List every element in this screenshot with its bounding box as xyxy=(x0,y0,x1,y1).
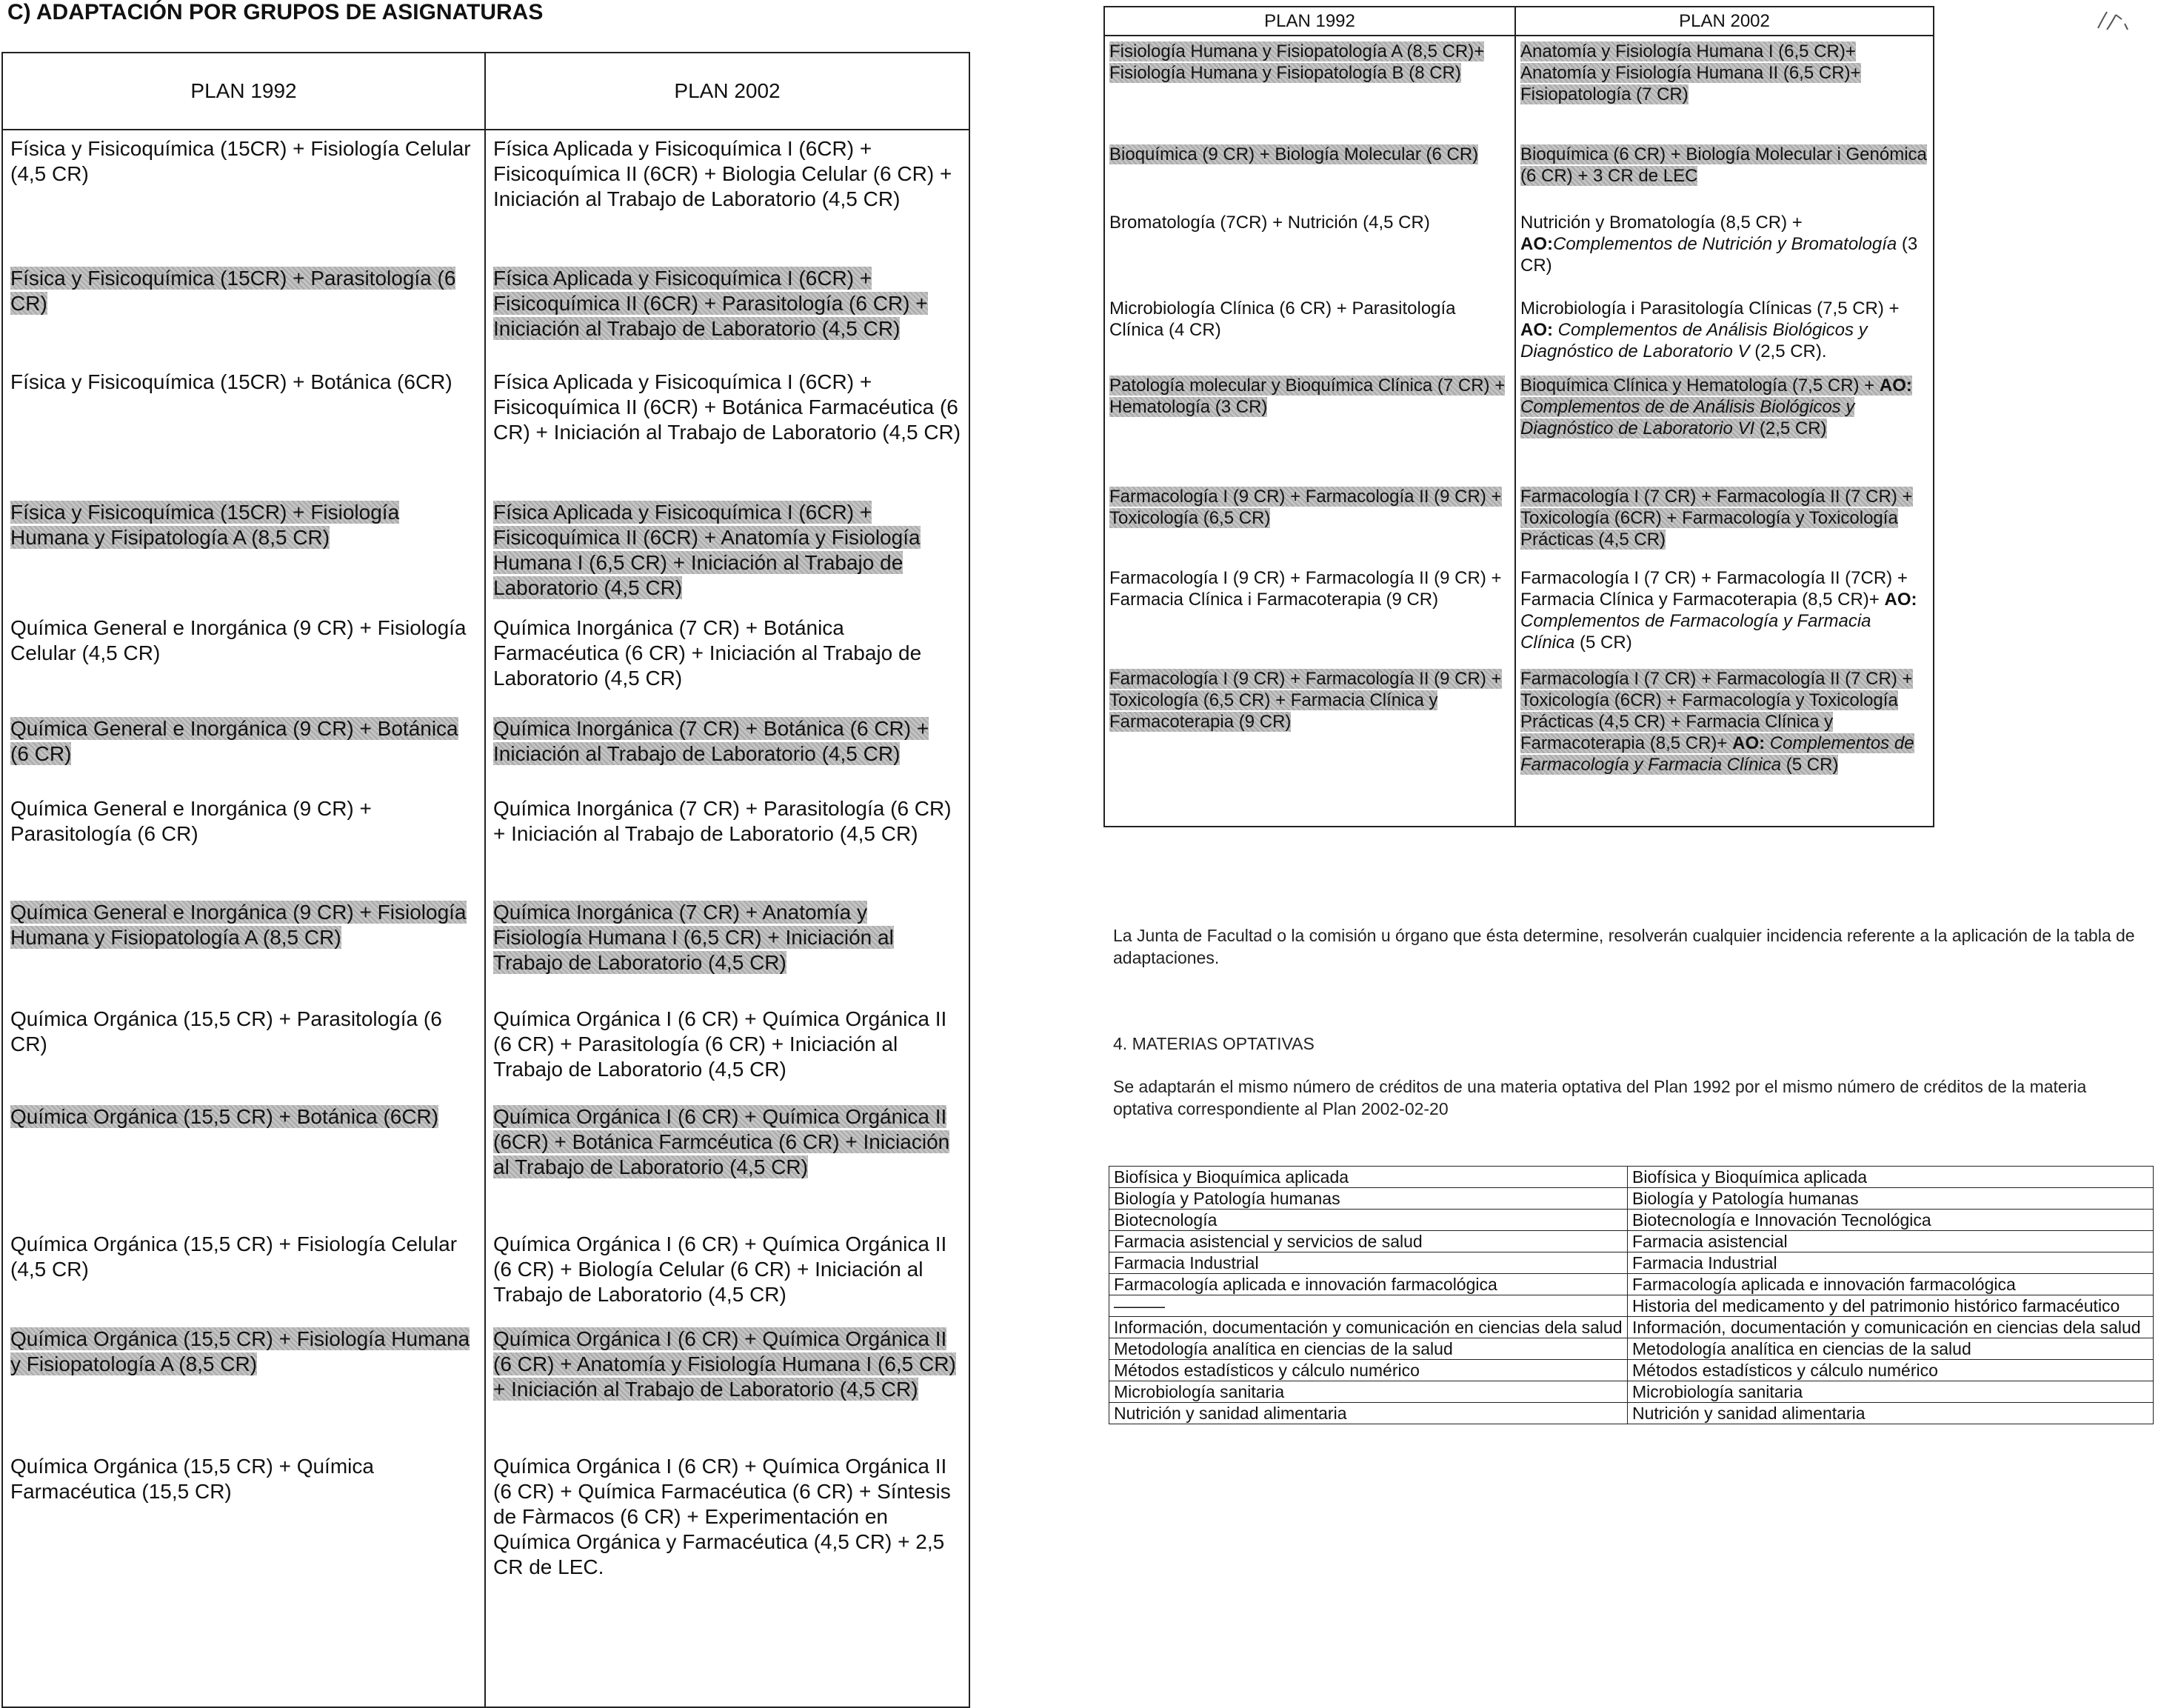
plan1992-cell xyxy=(2,494,485,610)
plan1992-cell xyxy=(2,790,485,894)
plan1992-cell-text: Física y Fisicoquímica (15CR) + Fisiología Celular (4,5 CR) xyxy=(10,137,471,185)
table-row xyxy=(1109,1381,2154,1403)
plan2002-cell xyxy=(485,894,969,1001)
plan2002-cell xyxy=(485,1001,969,1098)
plan1992-cell xyxy=(1109,1360,1628,1381)
plan1992-cell-text: Bromatología (7CR) + Nutrición (4,5 CR) xyxy=(1109,213,1430,233)
table-row xyxy=(2,364,969,494)
table-row xyxy=(1109,1338,2154,1360)
plan1992-cell xyxy=(2,610,485,710)
plan1992-cell xyxy=(2,1448,485,1707)
plan2002-cell-text: Bioquímica (6 CR) + Biología Molecular i Genómica (6 CR) + 3 CR de LEC xyxy=(1520,144,1927,186)
plan1992-cell xyxy=(1109,1317,1628,1338)
plan1992-cell-text: Farmacología I (9 CR) + Farmacología II (9 CR) + Toxicología (6,5 CR) + Farmacia Clínica y Farmacoterapia (9 CR) xyxy=(1109,669,1502,732)
plan2002-cell-text: Farmacología aplicada e innovación farmacológica xyxy=(1632,1275,2016,1294)
plan2002-cell-text xyxy=(1520,298,1900,361)
table-row xyxy=(1104,36,1934,139)
table-row xyxy=(1104,293,1934,370)
plan2002-cell xyxy=(485,494,969,610)
plan1992-cell-text: Metodología analítica en ciencias de la salud xyxy=(1114,1339,1453,1358)
plan1992-cell-text: Química General e Inorgánica (9 CR) + Parasitología (6 CR) xyxy=(10,797,372,845)
table-row xyxy=(2,894,969,1001)
plan1992-cell xyxy=(2,894,485,1001)
plan2002-cell-text: Biofísica y Bioquímica aplicada xyxy=(1632,1167,1868,1187)
plan2002-cell xyxy=(1628,1381,2154,1403)
table-row xyxy=(2,610,969,710)
plan1992-cell-text: Información, documentación y comunicación en ciencias dela salud xyxy=(1114,1318,1623,1337)
plan2002-ao-text: AO: xyxy=(1520,320,1553,340)
plan1992-cell-text: ——— xyxy=(1114,1296,1165,1315)
plan2002-cell-text: Farmacia asistencial xyxy=(1632,1232,1788,1251)
plan2002-end-text: (5 CR) xyxy=(1781,755,1839,775)
plan1992-cell-text: Química Orgánica (15,5 CR) + Química Farmacéutica (15,5 CR) xyxy=(10,1455,374,1503)
plan1992-cell-text: Química Orgánica (15,5 CR) + Fisiología Humana y Fisiopatología A (8,5 CR) xyxy=(10,1327,470,1375)
plan1992-cell-text: Biología y Patología humanas xyxy=(1114,1189,1340,1208)
table-row xyxy=(2,1226,969,1321)
plan2002-cell xyxy=(1515,664,1934,827)
plan2002-end-text: (2,5 CR). xyxy=(1749,341,1827,361)
table-row xyxy=(1104,207,1934,293)
plan1992-cell xyxy=(2,130,485,260)
plan1992-cell xyxy=(1109,1338,1628,1360)
plan2002-cell xyxy=(1628,1252,2154,1274)
table-row xyxy=(1109,1167,2154,1188)
plan2002-cell-text: Metodología analítica en ciencias de la salud xyxy=(1632,1339,1971,1358)
plan2002-cell-text: Farmacología I (7 CR) + Farmacología II (7 CR) + Toxicología (6CR) + Farmacología y Toxicología Prácticas (4,5 CR) xyxy=(1520,487,1913,550)
plan2002-cell xyxy=(485,790,969,894)
plan2002-ao-text: AO: xyxy=(1732,733,1766,753)
plan1992-cell xyxy=(1104,370,1515,481)
table-row xyxy=(1104,563,1934,664)
plan1992-cell-text: Biotecnología xyxy=(1114,1210,1218,1230)
plan1992-cell xyxy=(1109,1295,1628,1317)
section4-paragraph: Se adaptarán el mismo número de créditos de una materia optativa del Plan 1992 por el mismo número de créditos de la materia optativa correspondiente al Plan 2002-02-20 xyxy=(1113,1077,2087,1118)
plan1992-cell xyxy=(1104,563,1515,664)
plan2002-cell xyxy=(1628,1167,2154,1188)
plan1992-cell xyxy=(1104,36,1515,139)
plan1992-cell-text: Microbiología Clínica (6 CR) + Parasitología Clínica (4 CR) xyxy=(1109,298,1456,340)
plan1992-cell-text: Farmacia Industrial xyxy=(1114,1253,1259,1272)
plan2002-cell-text: Física Aplicada y Fisicoquímica I (6CR) + Fisicoquímica II (6CR) + Biologia Celular (6 CR) + Iniciación al Trabajo de Laboratorio (4,5 CR) xyxy=(493,137,952,210)
table-row xyxy=(1109,1403,2154,1424)
plan1992-cell-text: Física y Fisicoquímica (15CR) + Fisiología Humana y Fisipatología A (8,5 CR) xyxy=(10,501,400,549)
plan2002-cell-text: Física Aplicada y Fisicoquímica I (6CR) + Fisicoquímica II (6CR) + Botánica Farmacéutica (6 CR) + Iniciación al Trabajo de Laboratorio (4,5 CR) xyxy=(493,370,961,444)
plan1992-cell xyxy=(1104,207,1515,293)
plan1992-cell-text: Física y Fisicoquímica (15CR) + Parasitología (6 CR) xyxy=(10,267,456,315)
plan2002-it-text: Complementos de Nutrición y Bromatología xyxy=(1553,234,1897,254)
plan1992-cell xyxy=(2,1321,485,1448)
table-row xyxy=(2,710,969,790)
plan2002-cell xyxy=(485,1321,969,1448)
plan1992-cell-text: Patología molecular y Bioquímica Clínica (7 CR) + Hematología (3 CR) xyxy=(1109,376,1506,417)
plan2002-cell-text: Química Orgánica I (6 CR) + Química Orgánica II (6 CR) + Parasitología (6 CR) + Iniciación al Trabajo de Laboratorio (4,5 CR) xyxy=(493,1007,947,1081)
plan2002-main-text: Microbiología i Parasitología Clínicas (7,5 CR) + xyxy=(1520,298,1900,318)
table-row xyxy=(1109,1360,2154,1381)
plan2002-it-text: Complementos de de Análisis Biológicos y Diagnóstico de Laboratorio VI xyxy=(1520,397,1855,438)
table-row xyxy=(2,1098,969,1226)
plan2002-main-text: Nutrición y Bromatología (8,5 CR) + xyxy=(1520,213,1803,233)
plan2002-cell-text: Química Inorgánica (7 CR) + Anatomía y Fisiología Humana I (6,5 CR) + Iniciación al Trabajo de Laboratorio (4,5 CR) xyxy=(493,901,894,974)
plan2002-cell-text: Microbiología sanitaria xyxy=(1632,1382,1803,1401)
plan1992-cell xyxy=(2,1226,485,1321)
plan2002-cell xyxy=(1628,1231,2154,1252)
plan2002-ao-text: AO: xyxy=(1520,234,1553,254)
plan2002-ao-text: AO: xyxy=(1879,376,1912,396)
plan1992-cell xyxy=(1109,1252,1628,1274)
col-header-plan2002: PLAN 2002 xyxy=(1515,7,1934,36)
plan2002-cell xyxy=(1515,139,1934,207)
plan2002-cell xyxy=(485,260,969,364)
plan2002-main-text: Farmacología I (7 CR) + Farmacología II (7 CR) + Toxicología (6CR) + Farmacología y Toxicología Prácticas (4,5 CR) + Farmacia Clínica y Farmacoterapia (8,5 CR)+ xyxy=(1520,669,1913,753)
plan2002-cell-text xyxy=(1520,568,1917,653)
plan2002-cell xyxy=(485,610,969,710)
plan2002-cell-text: Historia del medicamento y del patrimonio histórico farmacéutico xyxy=(1632,1296,2120,1315)
plan2002-cell-text: Métodos estadísticos y cálculo numérico xyxy=(1632,1361,1938,1380)
junta-paragraph: La Junta de Facultad o la comisión u órgano que ésta determine, resolverán cualquier incidencia referente a la aplicación de la tabla de adaptaciones. xyxy=(1113,926,2135,967)
table-row xyxy=(1109,1210,2154,1231)
plan2002-cell xyxy=(1628,1360,2154,1381)
plan2002-cell-text: Farmacia Industrial xyxy=(1632,1253,1777,1272)
table-row xyxy=(1109,1252,2154,1274)
table-row xyxy=(2,494,969,610)
table-row xyxy=(1109,1188,2154,1210)
plan2002-cell-text: Química Inorgánica (7 CR) + Botánica (6 CR) + Iniciación al Trabajo de Laboratorio (4,5 CR) xyxy=(493,717,929,765)
plan2002-cell xyxy=(485,1098,969,1226)
plan1992-cell-text: Biofísica y Bioquímica aplicada xyxy=(1114,1167,1349,1187)
plan2002-cell xyxy=(485,1226,969,1321)
table-row xyxy=(1109,1295,2154,1317)
table-row xyxy=(1109,1274,2154,1295)
plan2002-cell xyxy=(1628,1403,2154,1424)
plan2002-cell xyxy=(485,130,969,260)
plan2002-cell xyxy=(1628,1274,2154,1295)
plan2002-it-text: Complementos de Farmacología y Farmacia Clínica xyxy=(1520,733,1914,775)
plan1992-cell xyxy=(1104,139,1515,207)
plan2002-end-text: (2,5 CR) xyxy=(1754,418,1827,438)
plan2002-cell-text: Biotecnología e Innovación Tecnológica xyxy=(1632,1210,1931,1230)
adaptation-table-right xyxy=(1103,6,1934,827)
section-heading: C) ADAPTACIÓN POR GRUPOS DE ASIGNATURAS xyxy=(7,0,544,24)
table-row xyxy=(1109,1231,2154,1252)
plan2002-cell xyxy=(1515,293,1934,370)
handwritten-mark xyxy=(2092,4,2137,49)
plan1992-cell-text: Química General e Inorgánica (9 CR) + Botánica (6 CR) xyxy=(10,717,458,765)
col-header-plan1992: PLAN 1992 xyxy=(2,53,485,130)
plan1992-cell xyxy=(1104,664,1515,827)
plan2002-cell xyxy=(1515,563,1934,664)
plan1992-cell xyxy=(1109,1381,1628,1403)
plan1992-cell-text: Química Orgánica (15,5 CR) + Fisiología Celular (4,5 CR) xyxy=(10,1232,458,1281)
plan2002-cell xyxy=(1628,1295,2154,1317)
plan2002-cell xyxy=(1628,1338,2154,1360)
plan1992-cell xyxy=(1109,1403,1628,1424)
plan2002-cell xyxy=(1515,207,1934,293)
plan2002-cell-text: Química Inorgánica (7 CR) + Botánica Farmacéutica (6 CR) + Iniciación al Trabajo de Laboratorio (4,5 CR) xyxy=(493,616,922,690)
plan1992-cell xyxy=(2,260,485,364)
plan1992-cell xyxy=(1109,1188,1628,1210)
plan1992-cell xyxy=(2,364,485,494)
plan2002-cell xyxy=(1515,36,1934,139)
plan1992-cell-text: Química General e Inorgánica (9 CR) + Fisiología Humana y Fisiopatología A (8,5 CR) xyxy=(10,901,467,949)
plan1992-cell-text: Química Orgánica (15,5 CR) + Botánica (6CR) xyxy=(10,1105,439,1128)
plan2002-cell-text: Física Aplicada y Fisicoquímica I (6CR) + Fisicoquímica II (6CR) + Anatomía y Fisiología Humana I (6,5 CR) + Iniciación al Trabajo de Laboratorio (4,5 CR) xyxy=(493,501,921,599)
table-row xyxy=(1109,1317,2154,1338)
plan1992-cell-text: Química Orgánica (15,5 CR) + Parasitología (6 CR) xyxy=(10,1007,442,1055)
plan2002-cell-text: Nutrición y sanidad alimentaria xyxy=(1632,1404,1866,1423)
optativas-table xyxy=(1109,1166,2154,1424)
plan2002-cell-text: Anatomía y Fisiología Humana I (6,5 CR)+ Anatomía y Fisiología Humana II (6,5 CR)+ Fisiopatología (7 CR) xyxy=(1520,41,1861,104)
table-row xyxy=(1104,370,1934,481)
plan2002-cell xyxy=(485,1448,969,1707)
plan2002-cell-text: Física Aplicada y Fisicoquímica I (6CR) + Fisicoquímica II (6CR) + Parasitología (6 CR) + Iniciación al Trabajo de Laboratorio (4,5 CR) xyxy=(493,267,928,340)
table-row xyxy=(2,260,969,364)
section4-title: 4. MATERIAS OPTATIVAS xyxy=(1113,1034,1315,1053)
plan2002-cell-text xyxy=(1520,669,1914,775)
plan1992-cell-text: Bioquímica (9 CR) + Biología Molecular (6 CR) xyxy=(1109,144,1479,164)
plan2002-cell xyxy=(1628,1210,2154,1231)
plan2002-cell xyxy=(1515,481,1934,563)
plan2002-cell-text xyxy=(1520,213,1917,276)
plan2002-main-text: Bioquímica Clínica y Hematología (7,5 CR) + xyxy=(1520,376,1880,396)
plan1992-cell-text: Farmacia asistencial y servicios de salud xyxy=(1114,1232,1423,1251)
plan2002-cell-text: Química Orgánica I (6 CR) + Química Orgánica II (6 CR) + Anatomía y Fisiología Humana I (6,5 CR) + Iniciación al Trabajo de Laboratorio (4,5 CR) xyxy=(493,1327,956,1401)
adaptation-table-left xyxy=(1,52,970,1708)
plan2002-it-text: Complementos de Análisis Biológicos y Diagnóstico de Laboratorio V xyxy=(1520,320,1868,361)
plan1992-cell-text: Física y Fisicoquímica (15CR) + Botánica (6CR) xyxy=(10,370,452,393)
plan2002-cell-text: Química Orgánica I (6 CR) + Química Orgánica II (6 CR) + Biología Celular (6 CR) + Iniciación al Trabajo de Laboratorio (4,5 CR) xyxy=(493,1232,947,1306)
plan2002-ao-text: AO: xyxy=(1884,590,1917,610)
plan1992-cell-text: Farmacología aplicada e innovación farmacológica xyxy=(1114,1275,1497,1294)
plan1992-cell-text: Nutrición y sanidad alimentaria xyxy=(1114,1404,1347,1423)
plan2002-end-text: (5 CR) xyxy=(1574,633,1632,653)
plan1992-cell-text: Fisiología Humana y Fisiopatología A (8,5 CR)+ Fisiología Humana y Fisiopatología B (8 CR) xyxy=(1109,41,1485,83)
plan2002-cell xyxy=(1515,370,1934,481)
plan2002-end-text: (3 CR) xyxy=(1520,234,1918,276)
plan1992-cell xyxy=(1109,1231,1628,1252)
table-row xyxy=(1104,664,1934,827)
table-row xyxy=(2,1448,969,1707)
plan1992-cell-text: Microbiología sanitaria xyxy=(1114,1382,1285,1401)
plan1992-cell xyxy=(1104,481,1515,563)
plan1992-cell xyxy=(2,1098,485,1226)
plan1992-cell-text: Química General e Inorgánica (9 CR) + Fisiología Celular (4,5 CR) xyxy=(10,616,467,664)
plan2002-cell-text: Biología y Patología humanas xyxy=(1632,1189,1859,1208)
plan2002-main-text: Farmacología I (7 CR) + Farmacología II (7CR) + Farmacia Clínica y Farmacoterapia (8,5 CR)+ xyxy=(1520,568,1908,610)
table-row xyxy=(2,790,969,894)
plan2002-cell-text: Información, documentación y comunicación en ciencias dela salud xyxy=(1632,1318,2141,1337)
col-header-plan1992: PLAN 1992 xyxy=(1104,7,1515,36)
plan1992-cell xyxy=(1104,293,1515,370)
plan1992-cell xyxy=(1109,1210,1628,1231)
plan1992-cell xyxy=(2,710,485,790)
plan2002-cell xyxy=(1628,1317,2154,1338)
col-header-plan2002: PLAN 2002 xyxy=(485,53,969,130)
plan1992-cell xyxy=(1109,1167,1628,1188)
plan2002-cell-text: Química Orgánica I (6 CR) + Química Orgánica II (6CR) + Botánica Farmcéutica (6 CR) + Iniciación al Trabajo de Laboratorio (4,5 CR) xyxy=(493,1105,950,1178)
plan1992-cell-text: Farmacología I (9 CR) + Farmacología II (9 CR) + Toxicología (6,5 CR) xyxy=(1109,487,1502,528)
plan2002-cell xyxy=(1628,1188,2154,1210)
plan2002-cell-text: Química Inorgánica (7 CR) + Parasitología (6 CR) + Iniciación al Trabajo de Laboratorio (4,5 CR) xyxy=(493,797,952,845)
plan2002-cell-text: Química Orgánica I (6 CR) + Química Orgánica II (6 CR) + Química Farmacéutica (6 CR) + Síntesis de Fàrmacos (6 CR) + Experimentación en Química Orgánica y Farmacéutica (4,5 CR) + 2,5 CR de LEC. xyxy=(493,1455,951,1578)
plan1992-cell-text: Métodos estadísticos y cálculo numérico xyxy=(1114,1361,1420,1380)
table-row xyxy=(2,130,969,260)
table-row xyxy=(2,1321,969,1448)
plan2002-cell xyxy=(485,710,969,790)
table-row xyxy=(2,1001,969,1098)
plan2002-cell-text xyxy=(1520,376,1912,438)
table-row xyxy=(1104,481,1934,563)
plan2002-cell xyxy=(485,364,969,494)
table-row xyxy=(1104,139,1934,207)
plan1992-cell xyxy=(2,1001,485,1098)
plan2002-it-text: Complementos de Farmacología y Farmacia Clínica xyxy=(1520,611,1871,653)
plan1992-cell-text: Farmacología I (9 CR) + Farmacología II (9 CR) + Farmacia Clínica i Farmacoterapia (9 CR) xyxy=(1109,568,1502,610)
plan1992-cell xyxy=(1109,1274,1628,1295)
